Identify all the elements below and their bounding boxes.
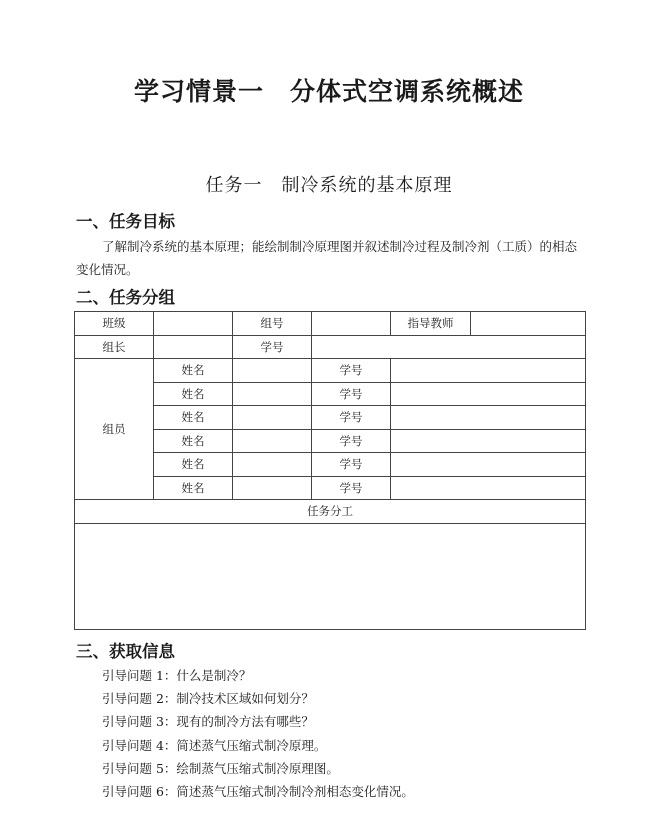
member-name-label: 姓名 — [154, 453, 233, 477]
member-name-field[interactable] — [233, 406, 312, 430]
guiding-question: 引导问题 5：绘制蒸气压缩式制冷原理图。 — [102, 760, 339, 776]
member-id-label: 学号 — [312, 429, 391, 453]
member-id-field[interactable] — [391, 476, 586, 500]
member-id-field[interactable] — [391, 429, 586, 453]
member-name-label: 姓名 — [154, 359, 233, 383]
member-id-field[interactable] — [391, 382, 586, 406]
leader-field[interactable] — [154, 335, 233, 359]
table-row — [75, 523, 586, 630]
guiding-question: 引导问题 6：简述蒸气压缩式制冷制冷剂相态变化情况。 — [102, 783, 414, 799]
member-name-label: 姓名 — [154, 429, 233, 453]
section-heading-objective: 一、任务目标 — [76, 212, 175, 231]
member-id-label: 学号 — [312, 406, 391, 430]
leader-label: 组长 — [75, 335, 154, 359]
task-division-label: 任务分工 — [75, 500, 586, 524]
guiding-question: 引导问题 1：什么是制冷？ — [102, 668, 252, 683]
member-name-field[interactable] — [233, 382, 312, 406]
member-id-label: 学号 — [312, 359, 391, 383]
task-division-area[interactable] — [75, 523, 586, 630]
member-id-label: 学号 — [312, 453, 391, 477]
table-row — [75, 335, 586, 359]
member-id-field[interactable] — [391, 453, 586, 477]
group-table — [74, 311, 586, 630]
leader-id-label: 学号 — [233, 335, 312, 359]
guiding-question: 引导问题 4：简述蒸气压缩式制冷原理。 — [102, 737, 327, 753]
leader-id-field[interactable] — [312, 335, 586, 359]
member-name-label: 姓名 — [154, 476, 233, 500]
objective-text: 了解制冷系统的基本原理；能绘制制冷原理图并叙述制冷过程及制冷剂（工质）的相态变化情况。 — [76, 239, 578, 277]
group-number-label: 组号 — [233, 312, 312, 336]
member-name-label: 姓名 — [154, 406, 233, 430]
instructor-field[interactable] — [471, 312, 586, 336]
member-name-field[interactable] — [233, 476, 312, 500]
section-heading-grouping: 二、任务分组 — [76, 288, 175, 307]
table-row — [75, 312, 586, 336]
member-name-field[interactable] — [233, 359, 312, 383]
class-field[interactable] — [154, 312, 233, 336]
member-id-field[interactable] — [391, 359, 586, 383]
table-row — [75, 359, 586, 383]
member-id-label: 学号 — [312, 476, 391, 500]
member-id-field[interactable] — [391, 406, 586, 430]
group-number-field[interactable] — [312, 312, 391, 336]
guiding-question: 引导问题 2：制冷技术区域如何划分？ — [102, 691, 314, 707]
member-name-field[interactable] — [233, 453, 312, 477]
member-id-label: 学号 — [312, 382, 391, 406]
members-label: 组员 — [75, 359, 154, 500]
guiding-questions — [102, 664, 414, 803]
page-title: 学习情景一 分体式空调系统概述 — [133, 77, 524, 106]
member-name-label: 姓名 — [154, 382, 233, 406]
class-label: 班级 — [75, 312, 154, 336]
section-heading-info: 三、获取信息 — [76, 642, 175, 661]
instructor-label: 指导教师 — [391, 312, 471, 336]
task-title: 任务一 制冷系统的基本原理 — [205, 175, 453, 196]
guiding-question: 引导问题 3：现有的制冷方法有哪些？ — [102, 714, 314, 730]
member-name-field[interactable] — [233, 429, 312, 453]
table-row — [75, 500, 586, 524]
